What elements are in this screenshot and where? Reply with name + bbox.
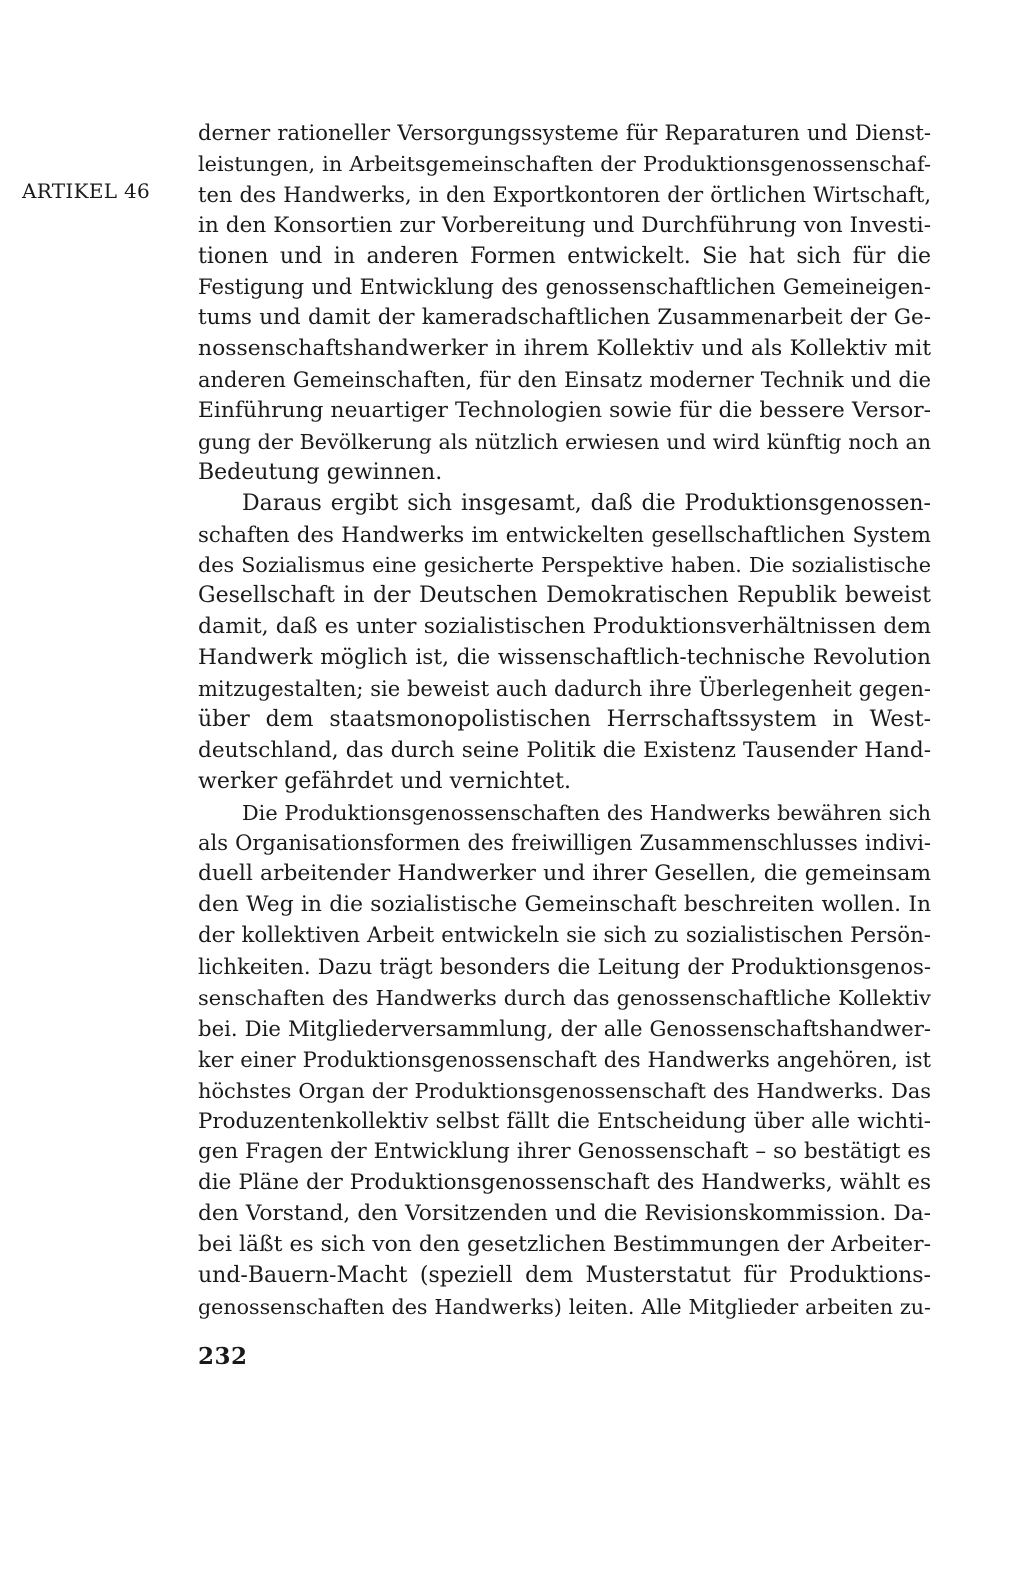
text-line: nossenschaftshandwerker in ihrem Kollektiv und als Kollektiv mit — [198, 336, 931, 362]
text-line: Bedeutung gewinnen. — [198, 459, 443, 485]
text-line: Handwerk möglich ist, die wissenschaftlich-technische Revolution — [198, 645, 931, 671]
text-line: Produzentenkollektiv selbst fällt die Entscheidung über alle wichti- — [198, 1108, 931, 1134]
text-line: den Vorstand, den Vorsitzenden und die Revisionskommission. Da- — [198, 1201, 931, 1227]
paragraph — [198, 489, 931, 798]
text-line: deutschland, das durch seine Politik die Existenz Tausender Hand- — [198, 737, 931, 763]
body-text — [198, 118, 931, 1323]
text-line: senschaften des Handwerks durch das genossenschaftliche Kollektiv — [198, 985, 931, 1010]
text-line: tionen und in anderen Formen entwickelt. Sie hat sich für die — [198, 243, 931, 269]
page-number: 232 — [198, 1343, 248, 1370]
text-line: den Weg in die sozialistische Gemeinschaft beschreiten wollen. In — [198, 892, 931, 918]
text-line: tums und damit der kameradschaftlichen Zusammenarbeit der Ge- — [198, 305, 931, 331]
text-line: gung der Bevölkerung als nützlich erwiesen und wird künftig noch an — [198, 429, 931, 454]
margin-note-article: ARTIKEL 46 — [22, 179, 151, 203]
text-line: ten des Handwerks, in den Exportkontoren der örtlichen Wirtschaft, — [198, 182, 931, 207]
text-line: Die Produktionsgenossenschaften des Handwerks bewähren sich — [242, 800, 931, 825]
paragraph — [198, 798, 931, 1323]
text-line: Gesellschaft in der Deutschen Demokratischen Republik beweist — [198, 583, 931, 609]
text-line: genossenschaften des Handwerks) leiten. Alle Mitglieder arbeiten zu- — [198, 1294, 931, 1319]
text-line: derner rationeller Versorgungssysteme für Reparaturen und Dienst- — [198, 120, 931, 145]
text-line: ker einer Produktionsgenossenschaft des Handwerks angehören, ist — [198, 1046, 931, 1072]
text-line: damit, daß es unter sozialistischen Produktionsverhältnissen dem — [198, 614, 931, 640]
text-line: schaften des Handwerks im entwickelten gesellschaftlichen System — [198, 521, 931, 547]
text-line: lichkeiten. Dazu trägt besonders die Leitung der Produktionsgenos- — [198, 954, 931, 980]
text-line: leistungen, in Arbeitsgemeinschaften der Produktionsgenossenschaf- — [198, 151, 931, 176]
text-line: gen Fragen der Entwicklung ihrer Genossenschaft – so bestätigt es — [198, 1139, 931, 1165]
text-line: werker gefährdet und vernichtet. — [198, 768, 571, 794]
text-line: bei läßt es sich von den gesetzlichen Bestimmungen der Arbeiter- — [198, 1232, 931, 1258]
text-line: Daraus ergibt sich insgesamt, daß die Produktionsgenossen- — [242, 490, 931, 516]
text-line: in den Konsortien zur Vorbereitung und Durchführung von Investi- — [198, 212, 931, 238]
text-line: die Pläne der Produktionsgenossenschaft des Handwerks, wählt es — [198, 1170, 931, 1196]
text-line: bei. Die Mitgliederversammlung, der alle Genossenschaftshandwer- — [198, 1015, 931, 1041]
text-line: mitzugestalten; sie beweist auch dadurch ihre Überlegenheit gegen- — [198, 677, 931, 702]
text-line: höchstes Organ der Produktionsgenossenschaft des Handwerks. Das — [198, 1078, 931, 1103]
text-line: des Sozialismus eine gesicherte Perspektive haben. Die sozialistische — [198, 553, 931, 578]
text-line: der kollektiven Arbeit entwickeln sie sich zu sozialistischen Persön- — [198, 923, 931, 949]
text-line: über dem staatsmonopolistischen Herrschaftssystem in West- — [198, 706, 931, 732]
text-line: duell arbeitender Handwerker und ihrer Gesellen, die gemeinsam — [198, 861, 931, 887]
paragraph — [198, 118, 931, 489]
text-line: und-Bauern-Macht (speziell dem Musterstatut für Produktions- — [198, 1262, 931, 1288]
text-line: als Organisationsformen des freiwilligen Zusammenschlusses indivi- — [198, 831, 931, 856]
text-line: Einführung neuartiger Technologien sowie für die bessere Versor- — [198, 398, 931, 424]
text-line: Festigung und Entwicklung des genossenschaftlichen Gemeineigen- — [198, 274, 931, 300]
text-line: anderen Gemeinschaften, für den Einsatz moderner Technik und die — [198, 368, 931, 393]
